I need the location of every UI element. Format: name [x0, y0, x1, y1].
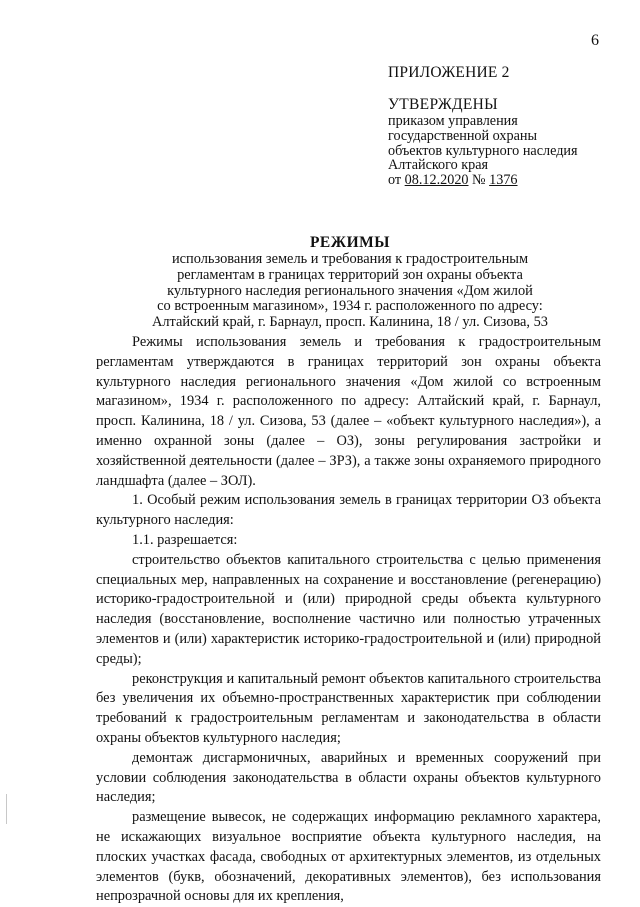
appendix-heading: ПРИЛОЖЕНИЕ 2	[388, 64, 510, 81]
subtitle-line: использования земель и требования к градостроительным	[171, 251, 529, 267]
approval-number: 1376	[489, 172, 518, 189]
document-body	[96, 333, 601, 907]
approval-block	[388, 96, 578, 188]
subtitle-line: культурного наследия регионального значения «Дом жилой	[167, 282, 533, 299]
document-title: РЕЖИМЫ	[309, 234, 391, 251]
approval-line: объектов культурного наследия	[388, 142, 578, 159]
approval-date-line	[388, 173, 578, 188]
paragraph-section-1: 1. Особый режим использования земель в границах территории ОЗ объекта культурного наследия:	[96, 492, 601, 529]
subtitle-line: регламентам в границах территорий зон охраны объекта	[177, 266, 523, 283]
approval-line: государственной охраны	[388, 127, 538, 144]
paragraph-signage: размещение вывесок, не содержащих информацию рекламного характера, не искажающих визуальное восприятие объекта культурного наследия, на плоских участках фасада, свободных от архитектурных элементов, из отдельных элементов (букв, обозначений, декоративных элементов), без использования непрозрачной основы для их крепления,	[96, 809, 601, 905]
paragraph-construction: строительство объектов капитального строительства с целью применения специальных мер, направленных на сохранение и восстановление (регенерацию) историко-градостроительной и (или) природной среды объекта культурного наследия (восстановление, восполнение частично или полностью утраченных элементов и (или) характеристик историко-градостроительной и (или) природной среды);	[96, 551, 601, 667]
paragraph-demolition: демонтаж дисгармоничных, аварийных и временных сооружений при условии соблюдения законодательства в области охраны объектов культурного наследия;	[96, 749, 601, 806]
scan-margin-mark	[6, 794, 7, 824]
paragraph-intro: Режимы использования земель и требования к градостроительным регламентам утверждаются в границах территорий зон охраны объекта культурного наследия регионального значения «Дом жилой со встроенным магазином», 1934 г. расположенного по адресу: Алтайский край, г. Барнаул, просп. Калинина, 18 / ул. Сизова, 53 (далее – «объект культурного наследия»), а именно охранной зоны (далее – ОЗ), зоны регулирования застройки и хозяйственной деятельности (далее – ЗРЗ), а также зоны охраняемого природного ландшафта (далее – ЗОЛ).	[96, 334, 601, 489]
subtitle-line: Алтайский край, г. Барнаул, просп. Калинина, 18 / ул. Сизова, 53	[151, 314, 548, 331]
approval-date: 08.12.2020	[404, 172, 469, 189]
title-block	[0, 234, 640, 331]
subtitle-line: со встроенным магазином», 1934 г. расположенного по адресу:	[157, 298, 543, 315]
approved-label: УТВЕРЖДЕНЫ	[388, 96, 498, 113]
approval-line: приказом управления	[388, 113, 518, 129]
paragraph-subsection-1-1: 1.1. разрешается:	[132, 531, 238, 548]
date-prefix: от	[388, 172, 405, 189]
approval-line: Алтайского края	[388, 157, 489, 174]
page-number: 6	[591, 32, 599, 49]
number-sign: №	[468, 172, 490, 189]
paragraph-reconstruction: реконструкция и капитальный ремонт объектов капитального строительства без увеличения их объемно-пространственных характеристик при соблюдении требований к градостроительным регламентам и законодательства в области охраны объектов культурного наследия;	[96, 670, 601, 746]
